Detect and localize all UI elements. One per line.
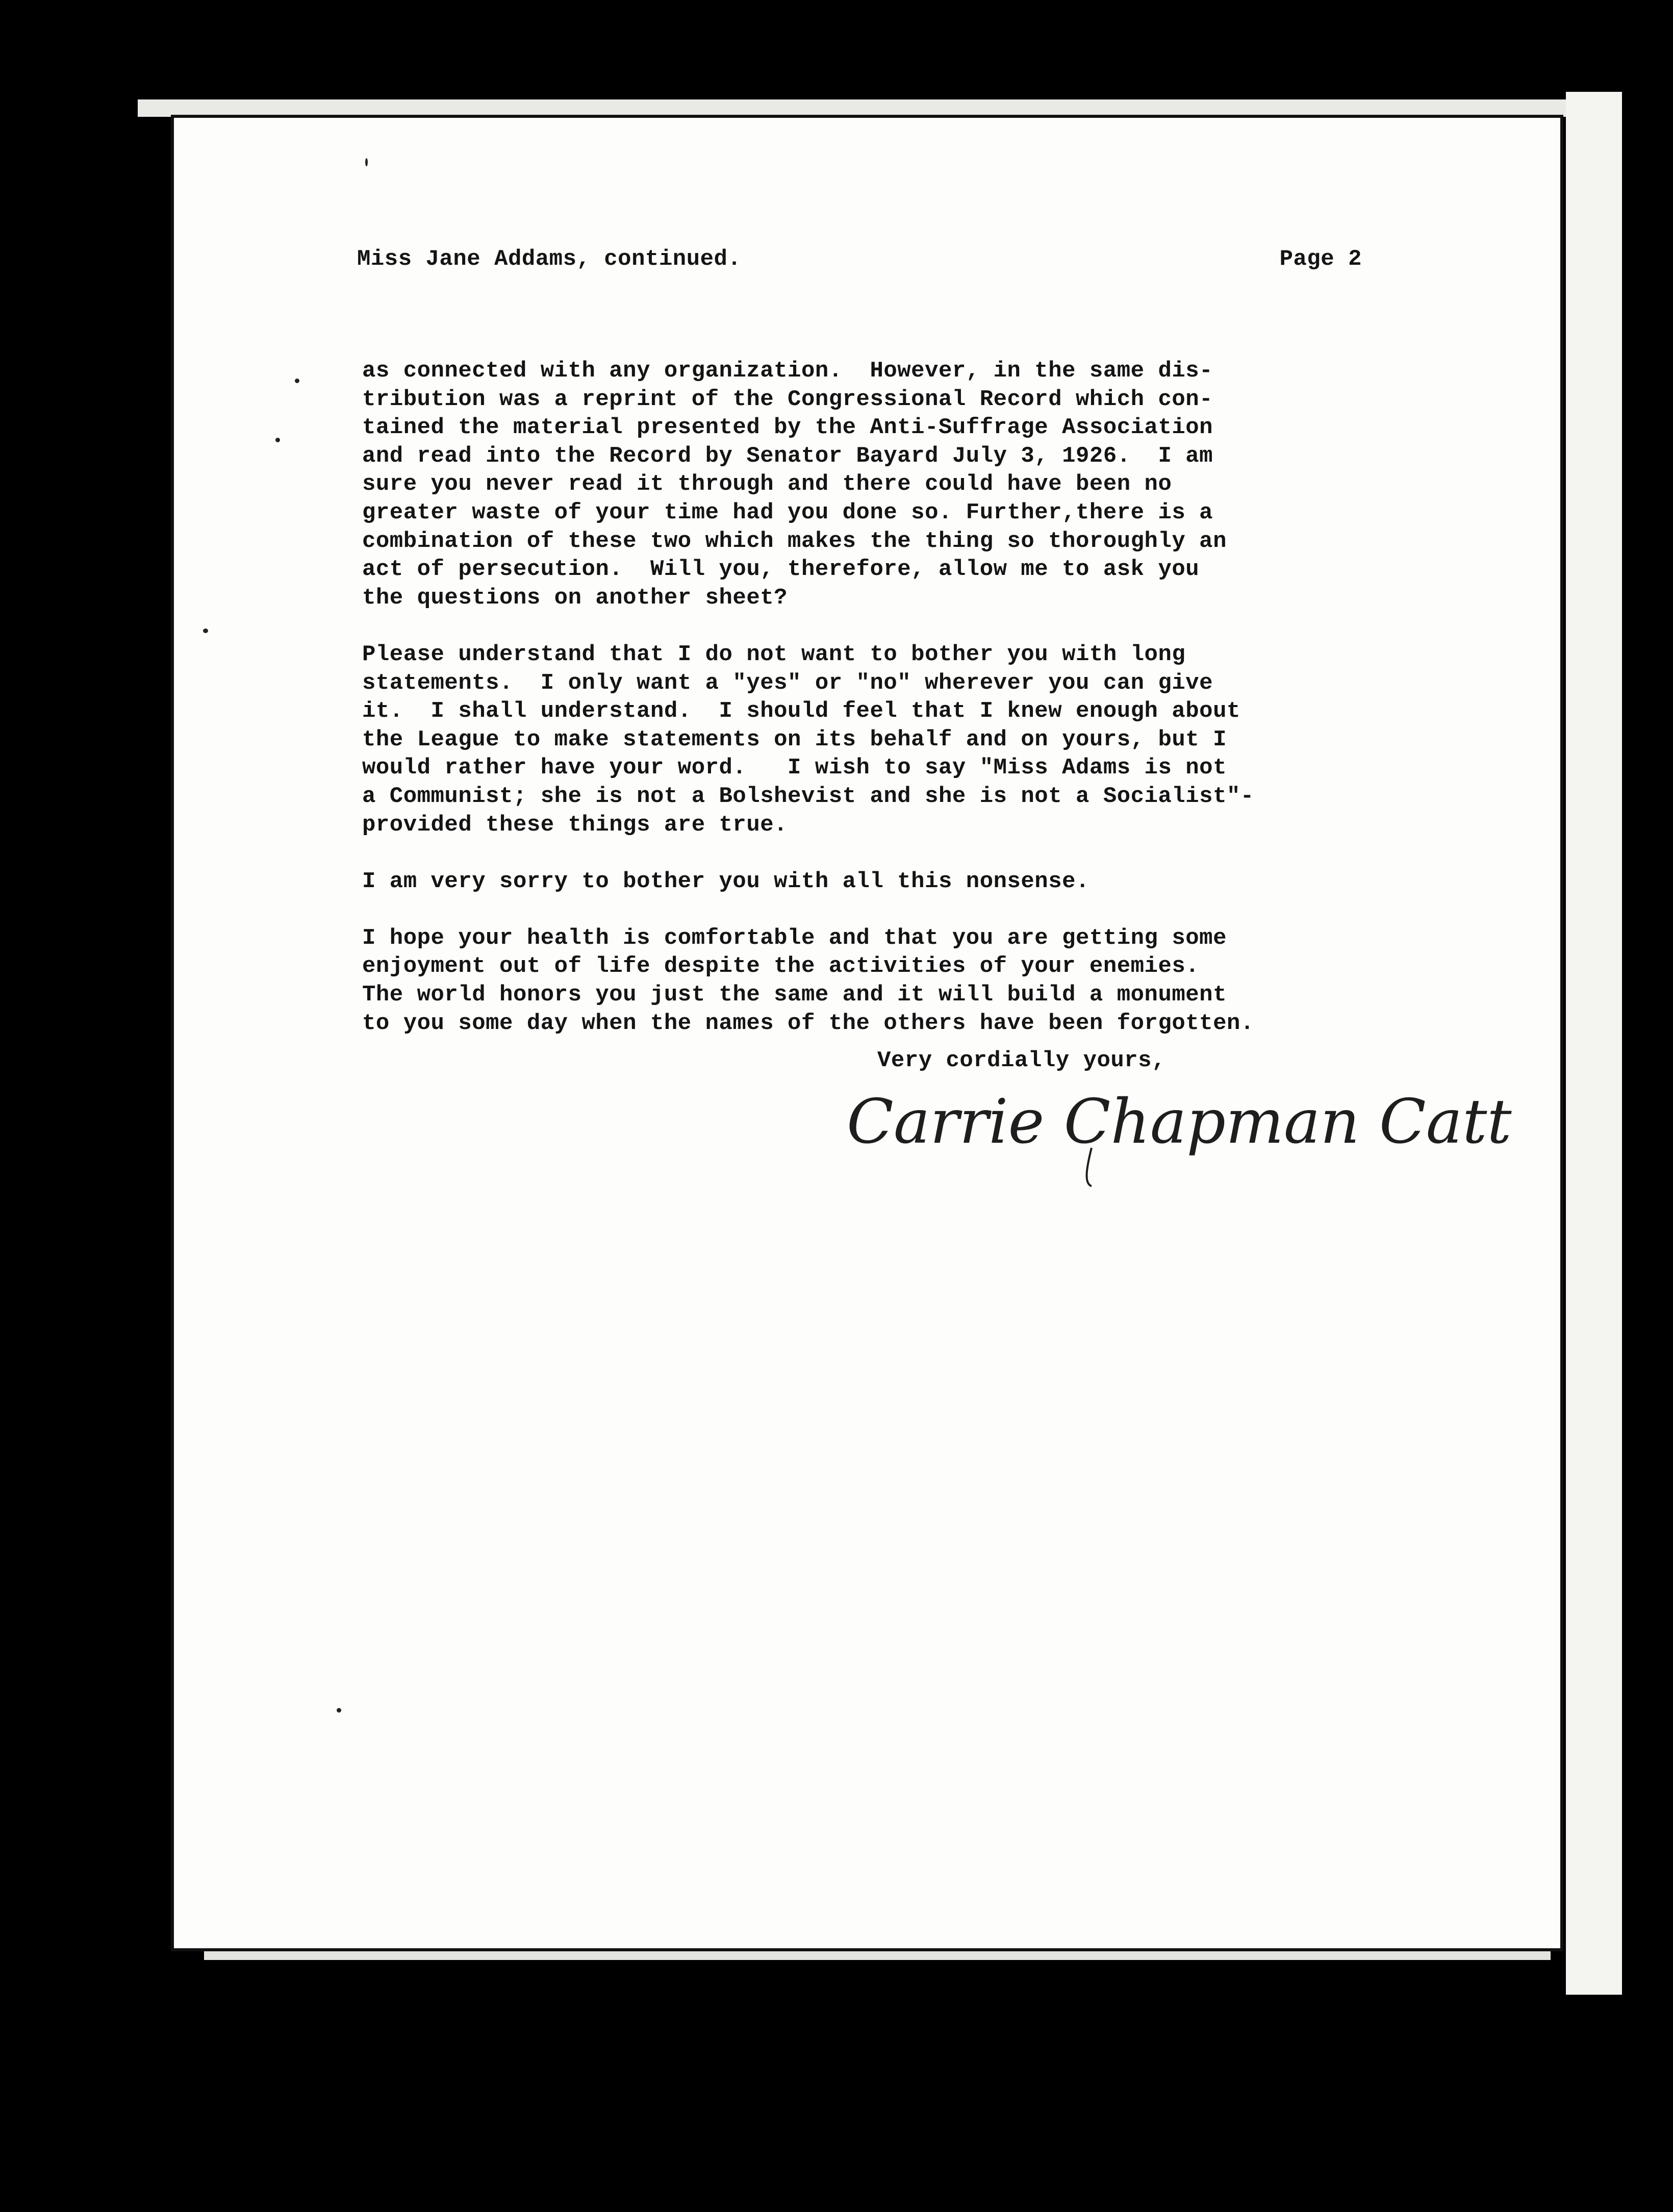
text-line: as connected with any organization. However, in the same dis- (362, 358, 1213, 384)
text-line: the questions on another sheet? (362, 585, 788, 611)
text-line: tained the material presented by the Anti-Suffrage Association (362, 415, 1213, 441)
text-line: I am very sorry to bother you with all this nonsense. (362, 868, 1089, 894)
text-line: would rather have your word. I wish to say "Miss Adams is not (362, 755, 1227, 781)
text-line: combination of these two which makes the thing so thoroughly an (362, 528, 1227, 554)
text-line: I hope your health is comfortable and that you are getting some (362, 925, 1227, 951)
stray-mark (337, 1708, 341, 1713)
page-number: Page 2 (1279, 246, 1362, 272)
stray-mark (203, 629, 208, 633)
paragraph (362, 357, 1423, 612)
text-line: to you some day when the names of the others have been forgotten. (362, 1010, 1254, 1036)
handwritten-signature (836, 1076, 1512, 1194)
text-line: a Communist; she is not a Bolshevist and she is not a Socialist"- (362, 783, 1254, 809)
complimentary-close: Very cordially yours, (877, 1048, 1165, 1073)
paper-top-edge (138, 99, 1576, 117)
text-line: greater waste of your time had you done so. Further,there is a (362, 499, 1213, 525)
stray-mark (365, 158, 368, 166)
text-line: and read into the Record by Senator Bayard July 3, 1926. I am (362, 443, 1213, 469)
stray-mark (295, 379, 299, 383)
text-line: the League to make statements on its behalf and on yours, but I (362, 726, 1227, 752)
paragraph (362, 868, 1423, 896)
signature-text: Carrie Chapman Catt (847, 1087, 1512, 1158)
recipient-continued: Miss Jane Addams, continued. (357, 246, 742, 272)
text-line: it. I shall understand. I should feel that I knew enough about (362, 698, 1240, 724)
text-line: provided these things are true. (362, 812, 788, 838)
text-line: sure you never read it through and there could have been no (362, 471, 1172, 497)
paragraph (362, 641, 1423, 839)
text-line: statements. I only want a "yes" or "no" wherever you can give (362, 670, 1213, 696)
text-line: enjoyment out of life despite the activities of your enemies. (362, 953, 1200, 979)
paragraph (362, 924, 1423, 1038)
paper-right-edge (1566, 92, 1622, 1995)
text-line: The world honors you just the same and it will build a monument (362, 982, 1227, 1008)
letter-body (362, 357, 1423, 1066)
text-line: Please understand that I do not want to bother you with long (362, 641, 1186, 667)
text-line: tribution was a reprint of the Congressional Record which con- (362, 386, 1213, 412)
stray-mark (275, 438, 280, 442)
text-line: act of persecution. Will you, therefore, allow me to ask you (362, 557, 1200, 583)
